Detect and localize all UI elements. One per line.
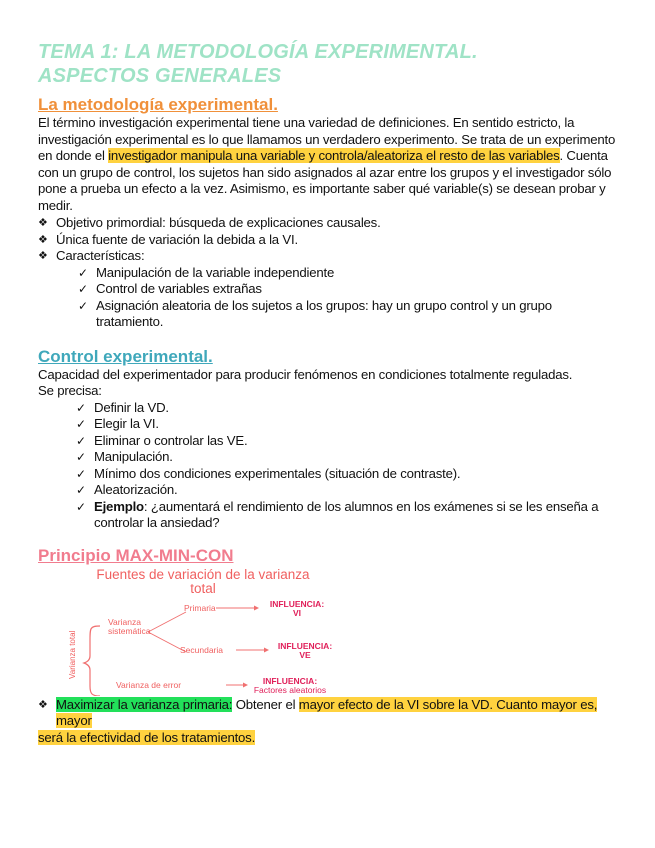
list-item: ✓ Aleatorización. (76, 482, 178, 497)
paragraph-control: Capacidad del experimentador para producir fenómenos en condiciones totalmente reguladas. (38, 366, 573, 382)
list-item: ❖ Maximizar la varianza primaria: Obtener el mayor efecto de la VI sobre la VD. Cuanto mayor es, mayor (38, 696, 598, 728)
diagram-influencia-error: INFLUENCIA: Factores aleatorios (253, 675, 327, 695)
list-item: ❖ Características: (38, 248, 145, 263)
check-icon: ✓ (76, 483, 86, 497)
diamond-bullet-icon: ❖ (38, 233, 48, 246)
document-title-line1: TEMA 1: LA METODOLOGÍA EXPERIMENTAL. (38, 41, 478, 63)
diamond-bullet-icon: ❖ (38, 698, 48, 711)
paragraph-definicion-a: El término investigación experimental tiene una variedad de definiciones. En sentido estricto, la investigación experimental es lo que llamamos un verdadero experimento. Se trata de un experimento en donde el (38, 115, 616, 163)
paragraph-definicion-b: . Cuenta con un grupo de control, los sujetos han sido asignados al azar entre los grupos y el investigador sólo pone a prueba un efecto a la vez. Asimismo, es importante saber qué variable(s) se desean probar y medir. (38, 148, 612, 213)
bullet-list-metodologia (38, 215, 618, 265)
check-icon: ✓ (78, 265, 88, 280)
diagram-title-line2: total (190, 580, 216, 596)
list-item: ✓ Control de variables extrañas (78, 281, 262, 296)
paragraph-definicion (38, 115, 618, 214)
highlight-efectividad: será la efectividad de los tratamientos. (38, 729, 256, 745)
check-icon: ✓ (78, 282, 88, 296)
highlight-maximizar: Maximizar la varianza primaria: (56, 696, 233, 712)
list-item: ❖ Única fuente de variación la debida a la VI. (38, 231, 298, 247)
list-item: ✓ Elegir la VI. (76, 416, 159, 431)
check-icon: ✓ (76, 466, 86, 481)
document-title (38, 40, 618, 88)
diagram-vertical-label: Varianza total (68, 630, 77, 679)
bullet-list-max (38, 697, 618, 730)
document-page (38, 40, 618, 746)
ejemplo-label: Ejemplo (94, 498, 144, 514)
diagram-influencia-vi: INFLUENCIA: VI (269, 598, 325, 618)
diagram-secundaria: Secundaria (180, 644, 224, 655)
variance-diagram (38, 568, 378, 696)
heading-max-min-con: Principio MAX-MIN-CON (38, 545, 234, 565)
list-item: ✓ Definir la VD. (76, 399, 169, 415)
highlight-mayor-efecto: mayor efecto de la VI sobre la VD. Cuanto mayor es, mayor (56, 696, 598, 728)
paragraph-efectividad (38, 730, 618, 747)
check-icon: ✓ (76, 400, 86, 415)
heading-control: Control experimental. (38, 346, 213, 366)
paragraph-se-precisa: Se precisa: (38, 383, 102, 398)
diamond-bullet-icon: ❖ (38, 250, 48, 262)
check-icon: ✓ (76, 450, 86, 464)
heading-metodologia: La metodología experimental. (38, 95, 278, 114)
list-item: ✓ Manipulación. (76, 449, 173, 464)
list-item: ❖ Objetivo primordial: búsqueda de explicaciones causales. (38, 215, 381, 230)
highlight-investigador: investigador manipula una variable y controla/aleatoriza el resto de las variables (108, 148, 560, 163)
list-item: ✓ Mínimo dos condiciones experimentales (situación de contraste). (76, 465, 461, 481)
check-icon: ✓ (76, 417, 86, 431)
diamond-bullet-icon: ❖ (38, 217, 48, 229)
check-list-caracteristicas (38, 265, 618, 331)
check-icon: ✓ (76, 433, 86, 448)
diagram-error: Varianza de error (116, 679, 182, 690)
check-list-control (38, 400, 618, 532)
list-item: ✓ Eliminar o controlar las VE. (76, 432, 248, 448)
list-item: ✓ Asignación aleatoria de los sujetos a los grupos: hay un grupo control y un grupo tratamiento. (78, 297, 552, 329)
diagram-influencia-ve: INFLUENCIA: VE (277, 640, 333, 660)
diagram-sistematica-2: sistemática (108, 625, 151, 636)
diagram-sistematica-1: Varianza (108, 616, 141, 627)
check-icon: ✓ (78, 298, 88, 313)
list-item-ejemplo: ✓ Ejemplo: ¿aumentará el rendimiento de los alumnos en los exámenes si se les enseña a controlar la ansiedad? (76, 498, 599, 530)
document-title-line2: ASPECTOS GENERALES (38, 65, 282, 87)
diagram-primaria: Primaria (184, 602, 216, 613)
check-icon: ✓ (76, 499, 86, 514)
diagram-title-line1: Fuentes de variación de la varianza (96, 566, 310, 582)
list-item: ✓ Manipulación de la variable independiente (78, 264, 335, 280)
